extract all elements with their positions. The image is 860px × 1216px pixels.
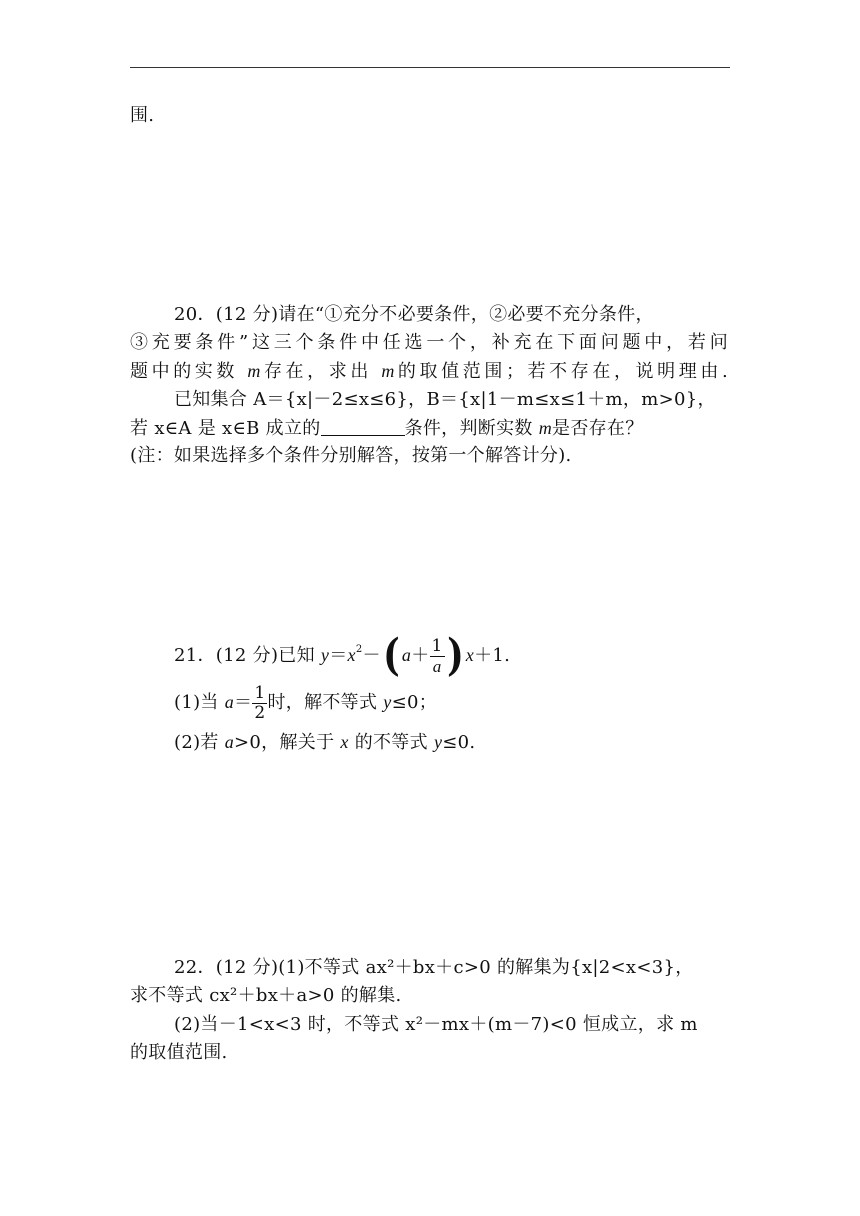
q21-line-1: 21．(12 分)已知 $y=x^2-$( a＋ $\frac{1}{a}$ ) x＋1. [174,630,511,681]
fraction-one-half: $\frac{1}{2}$ [254,682,266,723]
q19-tail: 围. [130,105,155,126]
q21-part-1: (1)当 a＝ $\frac{1}{2}$ 时，解不等式 y≤0； [174,682,438,723]
answer-blank [321,417,405,436]
q22-line-4: 的取值范围. [130,1042,228,1063]
q20-line-2: ③充要条件”这三个条件中任选一个，补充在下面问题中，若问 [130,332,728,353]
q22-line-2: 求不等式 cx²＋bx＋a>0 的解集. [130,985,402,1006]
q20-line-5: 若 x∈A 是 x∈B 成立的 条件，判断实数 m是否存在？ [130,418,644,439]
q20-line-1: 20．(12 分)请在“①充分不必要条件，②必要不充分条件， [174,304,654,325]
fraction-one-over-a: $\frac{1}{a}$ [431,635,443,676]
header-rule [130,67,730,68]
q20-line-6: (注：如果选择多个条件分别解答，按第一个解答计分). [130,445,572,466]
q20-line-4: 已知集合 A＝{x|－2≤x≤6}，B＝{x|1－m≤x≤1＋m，m>0}， [174,389,716,410]
q21-part-2: (2)若 a>0，解关于 x 的不等式 y≤0. [174,732,476,753]
q22-line-3: (2)当－1<x<3 时，不等式 x²－mx＋(m－7)<0 恒成立，求 m [174,1014,698,1035]
q22-line-1: 22．(12 分)(1)不等式 ax²＋bx＋c>0 的解集为{x|2<x<3}， [174,957,694,978]
q20-line-3: 题中的实数 m存在，求出 m的取值范围；若不存在，说明理由. [130,361,728,382]
